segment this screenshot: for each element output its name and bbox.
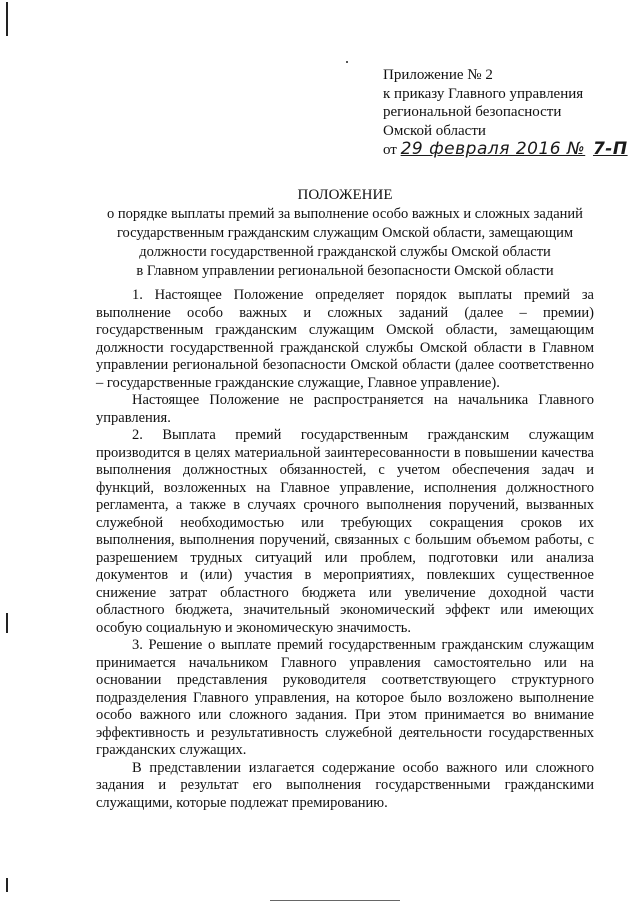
handwritten-order-number: 7-П <box>592 139 628 159</box>
scan-margin-mark-bottom <box>6 878 8 892</box>
annex-order-line: к приказу Главного управления <box>383 85 584 102</box>
annex-region-line: Омской области <box>383 122 486 139</box>
subtitle-line: государственным гражданским служащим Омской области, замещающим <box>116 225 574 241</box>
paragraph-1: 1. Настоящее Положение определяет порядок выплаты премий за выполнение особо важных и сложных заданий (далее – премии) государственным гражданским служащим Омской области, замещающим должности государственной гражданской службы Омской области в Главном управлении региональной безопасности Омской области (далее соответственно – государственные гражданские служащие, Главное управление). <box>96 287 594 391</box>
annex-dept-line: региональной безопасности <box>383 104 562 120</box>
scan-speck <box>346 61 348 63</box>
paragraph-2: 2. Выплата премий государственным гражданским служащим производится в целях материальной заинтересованности в повышении качества выполнения должностных обязанностей, с учетом обеспечения задач и функций, возложенных на Главное управление, исполнения должностного регламента, а также в случаях срочного выполнения поручений, вызванных служебной необходимостью или требующих сокращения сроков их выполнения, выполнения поручений, связанных с большим объемом работы, с разрешением трудных ситуаций или проблем, подготовки или анализа документов и (или) участия в мероприятиях, повлекших существенное снижение затрат областного бюджета или увеличение доходной части областного бюджета, значительный экономический эффект или имеющих особую социальную и экономическую значимость. <box>96 427 594 636</box>
handwritten-date: 29 февраля 2016 № <box>400 139 586 159</box>
annex-date-line <box>383 139 628 160</box>
document-title: ПОЛОЖЕНИЕ <box>297 187 393 203</box>
subtitle-line: о порядке выплаты премий за выполнение особо важных и сложных заданий <box>107 206 583 222</box>
paragraph-submission: В представлении излагается содержание особо важного или сложного задания и результат его выполнения государственными гражданскими служащими, которые подлежат премированию. <box>96 759 594 811</box>
scan-margin-mark-top <box>6 2 8 36</box>
document-subtitle <box>80 205 610 281</box>
annex-header <box>383 66 628 160</box>
annex-title: Приложение № 2 <box>383 67 493 83</box>
paragraph-exclusion: Настоящее Положение не распространяется на начальника Главного управления. <box>96 392 594 426</box>
subtitle-line: должности государственной гражданской службы Омской области <box>139 244 551 260</box>
paragraph-3: 3. Решение о выплате премий государственным гражданским служащим принимается начальником Главного управления самостоятельно или на основании представления руководителя соответствующего структурного подразделения Главного управления, на которое было возложено выполнение особо важного или сложного задания. При этом принимается во внимание эффективность и результативность служебной деятельности государственных гражданских служащих. <box>96 637 594 758</box>
subtitle-line: в Главном управлении региональной безопасности Омской области <box>136 263 554 279</box>
date-prefix: от <box>383 142 397 158</box>
document-body <box>96 287 594 812</box>
footer-rule <box>270 900 400 901</box>
scan-margin-mark-middle <box>6 613 8 633</box>
